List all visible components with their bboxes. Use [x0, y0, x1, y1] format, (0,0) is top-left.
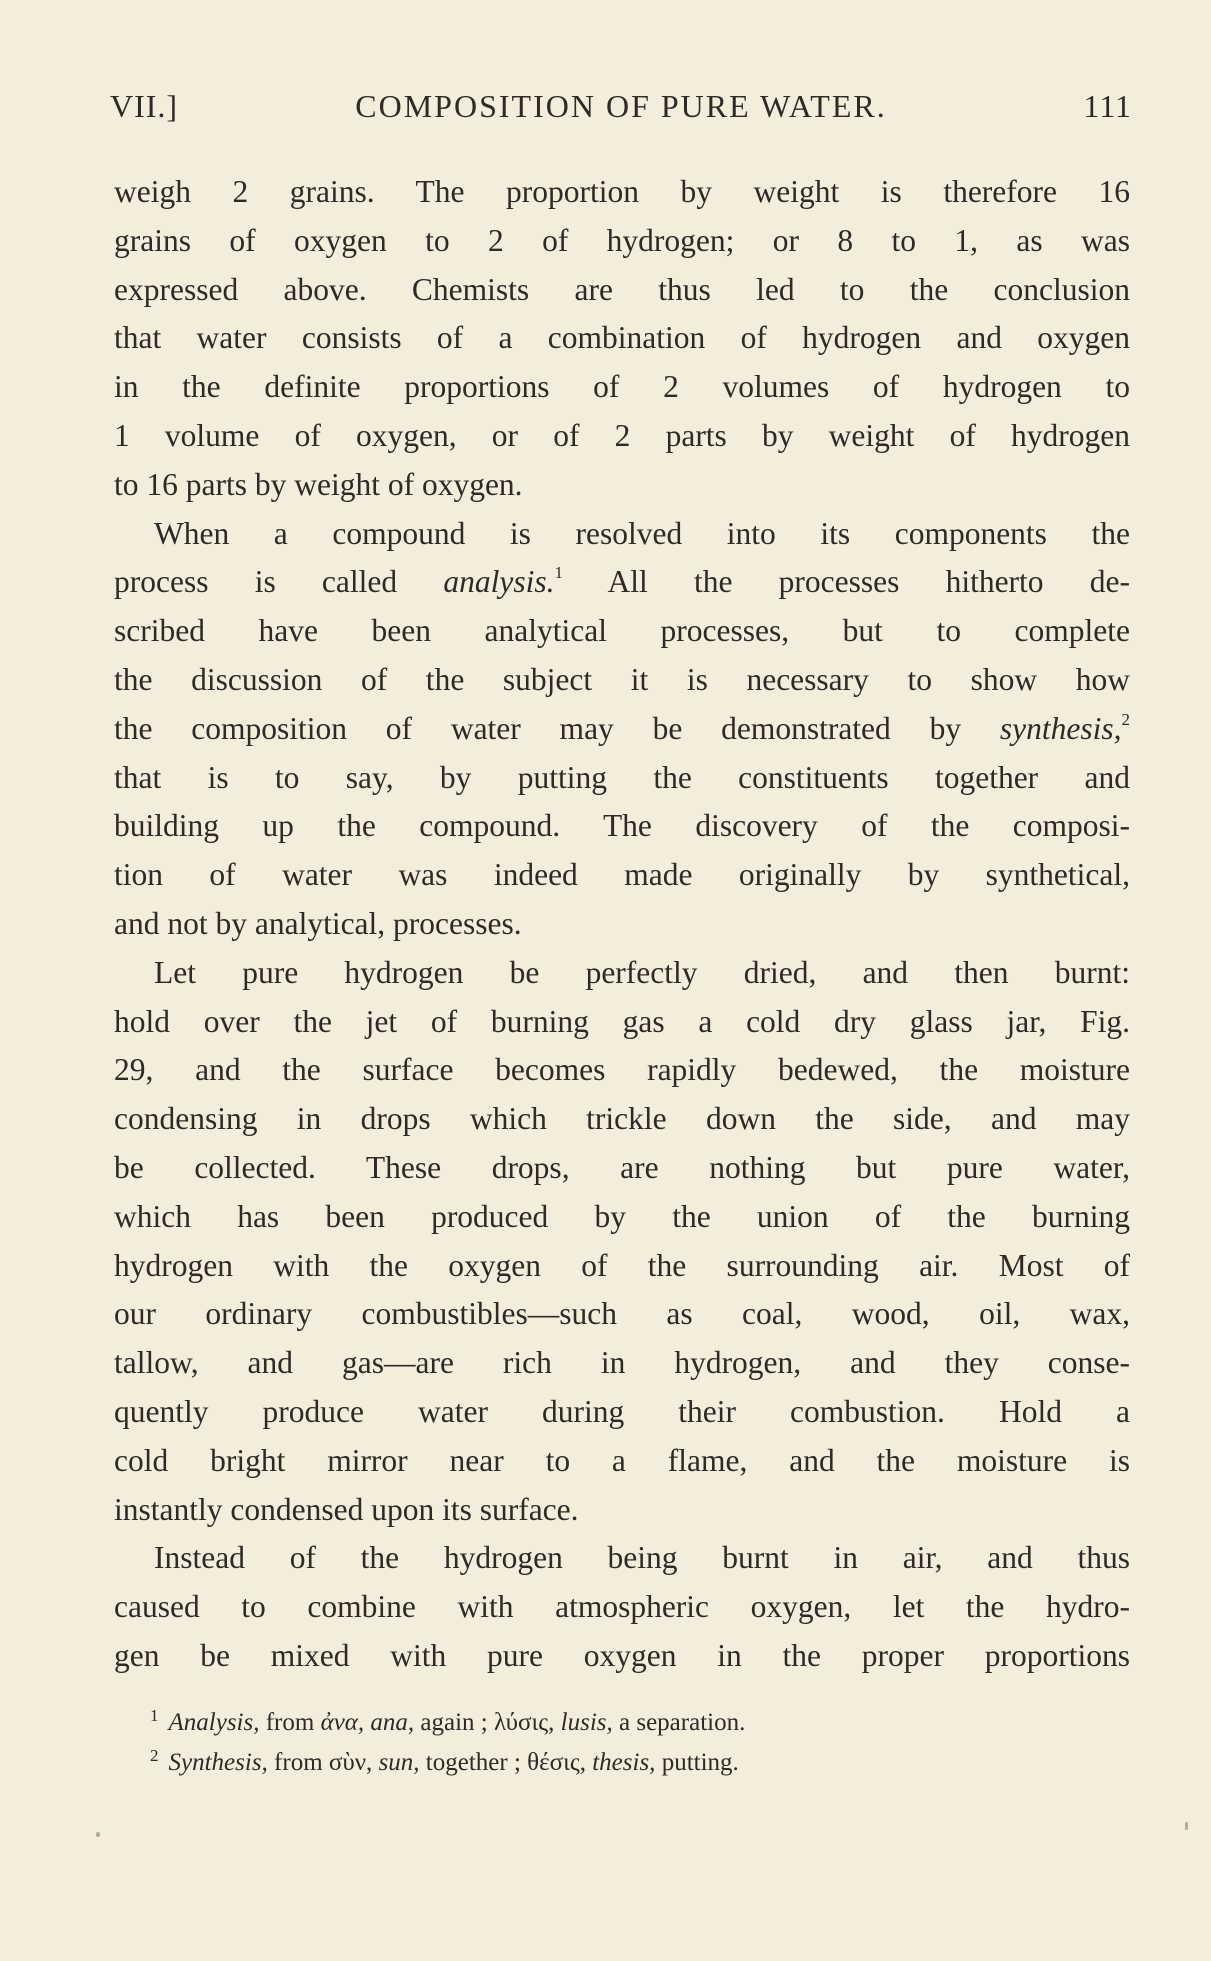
text-run: Let pure hydrogen be perfectly dried, and then burnt: [154, 954, 1130, 990]
text-line [114, 363, 1130, 412]
text-line [114, 705, 1130, 754]
text-run: All the processes hitherto de- [562, 564, 1130, 600]
text-run: quently produce water during their combustion. Hold a [114, 1393, 1130, 1429]
text-line [114, 851, 1130, 900]
text-line [114, 314, 1130, 363]
text-run: tion of water was indeed made originally by synthetical, [114, 857, 1130, 893]
text-run: instantly condensed upon its surface. [114, 1491, 579, 1527]
text-line [114, 1632, 1130, 1681]
italic-term: Analysis, [168, 1709, 260, 1736]
text-run: to 16 parts by weight of oxygen. [114, 466, 523, 502]
text-run: the discussion of the subject it is necessary to show how [114, 661, 1130, 697]
text-line [114, 1095, 1130, 1144]
text-line [114, 754, 1130, 803]
text-run: expressed above. Chemists are thus led to the conclusion [114, 271, 1130, 307]
text-line [114, 461, 1130, 510]
text-line [114, 802, 1130, 851]
text-line [114, 949, 1130, 998]
footnote [150, 1736, 1050, 1776]
text-line [114, 1046, 1130, 1095]
text-line [114, 607, 1130, 656]
text-line [114, 558, 1130, 607]
footnote-marker: 1 [150, 1706, 159, 1725]
text-run: and not by analytical, processes. [114, 905, 522, 941]
text-run: a separation. [612, 1709, 746, 1736]
text-run: condensing in drops which trickle down the side, and may [114, 1101, 1130, 1137]
text-run: together ; θέσις, [419, 1749, 593, 1776]
footnote-reference: 1 [554, 563, 563, 583]
page-title: COMPOSITION OF PURE WATER. [355, 88, 887, 124]
text-line [114, 1193, 1130, 1242]
text-run: gen be mixed with pure oxygen in the proper proportions [114, 1637, 1130, 1673]
running-header [110, 88, 1132, 132]
text-run: grains of oxygen to 2 of hydrogen; or 8 to 1, as was [114, 222, 1130, 258]
text-line [114, 412, 1130, 461]
text-run: again ; λύσις, [414, 1709, 561, 1736]
text-run: in the definite proportions of 2 volumes of hydrogen to [114, 369, 1130, 405]
text-run: which has been produced by the union of the burning [114, 1198, 1130, 1234]
text-line [114, 998, 1130, 1047]
text-run: building up the compound. The discovery of the composi- [114, 808, 1130, 844]
italic-term: lusis, [560, 1709, 613, 1736]
text-run: putting. [655, 1749, 739, 1776]
text-run: When a compound is resolved into its components the [154, 515, 1130, 551]
italic-term: synthesis, [999, 710, 1122, 746]
text-line [114, 1144, 1130, 1193]
footnote-reference: 2 [1121, 709, 1130, 729]
text-run: cold bright mirror near to a flame, and the moisture is [114, 1442, 1130, 1478]
footnotes [150, 1696, 1050, 1776]
page-number: 111 [1083, 88, 1132, 124]
italic-term: analysis. [443, 564, 555, 600]
text-line [114, 900, 1130, 949]
footnote [150, 1696, 1050, 1736]
text-line [114, 1583, 1130, 1632]
text-line [114, 1388, 1130, 1437]
footnote-marker: 2 [150, 1746, 159, 1765]
italic-term: ana, [370, 1709, 415, 1736]
text-run: tallow, and gas—are rich in hydrogen, and they conse- [114, 1345, 1130, 1381]
text-run: caused to combine with atmospheric oxygen, let the hydro- [114, 1589, 1130, 1625]
text-run: process is called [114, 564, 444, 600]
text-run: from σὺν, [267, 1749, 379, 1776]
text-line [114, 168, 1130, 217]
italic-term: thesis, [592, 1749, 656, 1776]
text-line [114, 1290, 1130, 1339]
text-run: be collected. These drops, are nothing but pure water, [114, 1149, 1130, 1185]
text-line [114, 656, 1130, 705]
text-line [114, 1486, 1130, 1535]
text-run: hold over the jet of burning gas a cold dry glass jar, Fig. [114, 1003, 1130, 1039]
text-run: that water consists of a combination of hydrogen and oxygen [114, 320, 1130, 356]
text-run: weigh 2 grains. The proportion by weight is therefore 16 [114, 174, 1130, 209]
text-run: scribed have been analytical processes, but to complete [114, 613, 1130, 649]
text-run: that is to say, by putting the constituents together and [114, 759, 1130, 795]
text-run: 29, and the surface becomes rapidly bedewed, the moisture [114, 1052, 1130, 1088]
italic-term: sun, [378, 1749, 420, 1776]
paper-speck [1185, 1822, 1188, 1830]
text-run: from [259, 1709, 321, 1736]
text-line [114, 510, 1130, 559]
text-run: 1 volume of oxygen, or of 2 parts by weight of hydrogen [114, 417, 1130, 453]
body-text [114, 168, 1130, 1681]
italic-term: Synthesis, [168, 1749, 268, 1776]
text-line [114, 1242, 1130, 1291]
chapter-label: VII.] [110, 88, 179, 124]
text-run: the composition of water may be demonstrated by [114, 710, 1000, 746]
text-run: hydrogen with the oxygen of the surrounding air. Most of [114, 1247, 1130, 1283]
italic-term: ἀνα, [320, 1709, 365, 1736]
text-run: Instead of the hydrogen being burnt in air, and thus [154, 1540, 1130, 1576]
text-line [114, 266, 1130, 315]
text-line [114, 1534, 1130, 1583]
text-run: our ordinary combustibles—such as coal, wood, oil, wax, [114, 1296, 1130, 1332]
text-line [114, 1339, 1130, 1388]
text-line [114, 1437, 1130, 1486]
text-line [114, 217, 1130, 266]
paper-speck [96, 1832, 100, 1837]
